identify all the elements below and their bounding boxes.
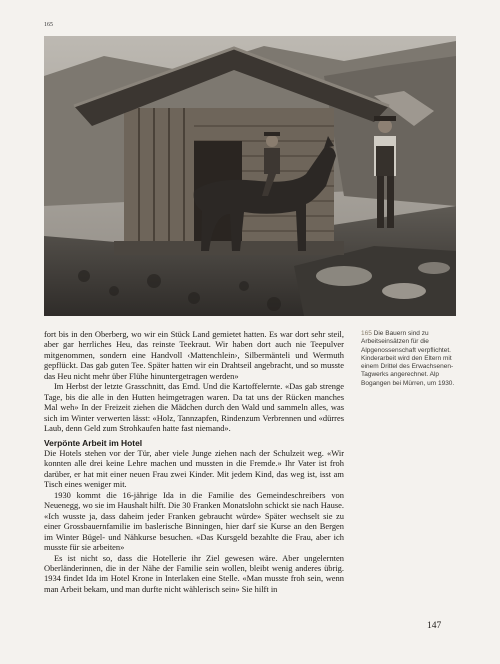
caption-text: Die Bauern sind zu Arbeitseinsätzen für die Alpgenossenschaft verpflichtet. Kinderarbeit wird den Eltern mit einem Drittel des Erwachsenen-Tagwerks angerechnet. Alp Bogangen bei Mürren, um 1930.: [361, 330, 455, 387]
historical-photo: [44, 36, 456, 316]
paragraph: 1930 kommt die 16-jährige Ida in die Familie des Gemeindeschreibers von Neuenegg, wo sie im Haushalt hilft. Die 30 Franken Monatslohn schickt sie nach Hause. «Ich wusste ja, dass daheim jeder Franken gebraucht würde» Später wechselt sie zu einer Grossbauernfamilie im baslerische Binningen, hier darf sie Kurse an den Bergen im Winter Bügel- und Nähkurse besuchen. «Das Kursgeld bezahlte die Frau, aber ich musste für sie arbeiten»: [44, 489, 344, 553]
page-number: 147: [427, 621, 442, 631]
paragraph: Im Herbst der letzte Grasschnitt, das Emd. Und die Kartoffelernte. «Das gab strenge Tage, bis die alle in den Hutten heimgetragen waren. Da tat uns der Rücken manches Mal weh» In der Freizeit ziehen die Mädchen durch den Wald und sammeln alles, was sich im Winter verwerten lässt: «Holz, Tannzapfen, Rindenzum Verbrennen und «dürres Laub, denn Geld zum Strohkaufen hatte fast niemand».: [44, 381, 344, 434]
caption-number: 165: [361, 330, 372, 337]
paragraph: Es ist nicht so, dass die Hotellerie ihr Ziel gewesen wäre. Aber ungelernten Oberländerinnen, die in der Nähe der Familie sein wollen, bleibt wenig anderes übrig. 1934 findet Ida im Hotel Krone in Interlaken eine Stelle. «Man musste froh sein, wenn man Arbeit bekam, und man durfte nicht wählerisch sein» Sie hilft in: [44, 552, 344, 594]
section-heading: Verpönte Arbeit im Hotel: [44, 437, 143, 448]
figure-number: 165: [44, 22, 53, 28]
alpine-hut-photo-illustration: [44, 36, 456, 316]
body-text: [44, 329, 344, 594]
paragraph: Die Hotels stehen vor der Tür, aber viele Junge ziehen nach der Schulzeit weg. «Wir konnten alle drei keine Lehre machen und mussten in die Fremde.» Ihr Vater ist froh darüber, er hat mit einer neuen Frau zwei Kinder. Mit jedem Kind, das weg ist, isst am Tisch eines weniger mit.: [44, 447, 344, 490]
photo-caption: [361, 330, 467, 388]
paragraph: fort bis in den Oberberg, wo wir ein Stück Land gemietet hatten. Es war dort sehr steil, aber gar herrliches Heu, das reinste Teekraut. Wir haben dort auch nie Teepulver mitgenommen, sondern eine Handvoll ‹Mattenchlein›, Silbermänteli und Wermuth gepflückt. Das gab guten Tee. Später hatten wir ein Drahtseil angebracht, und so musste das Heu nicht mehr über Flühe hinuntergetragen werden»: [44, 329, 344, 381]
